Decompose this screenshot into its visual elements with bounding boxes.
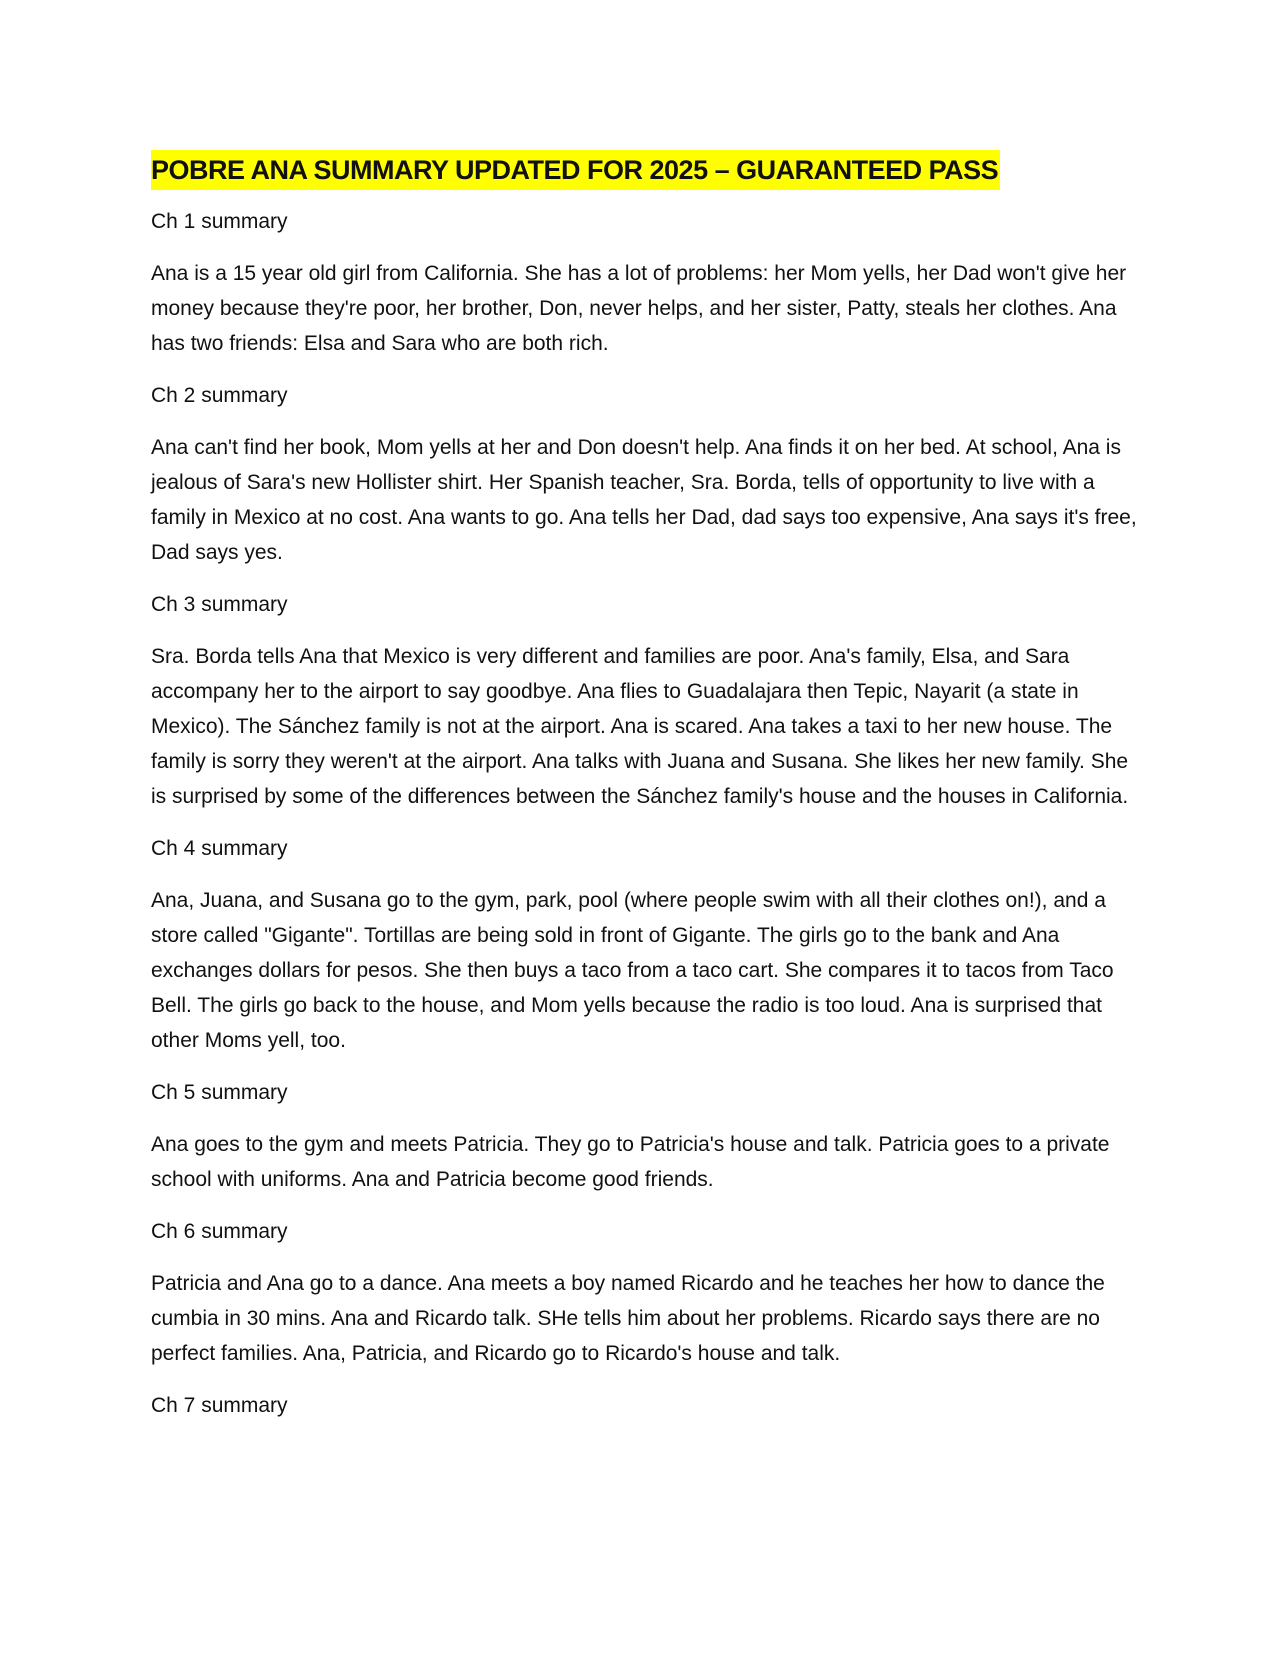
section-text: Ana is a 15 year old girl from California. She has a lot of problems: her Mom yells, her Dad won't give her money because they're poor, her brother, Don, never helps, and her sister, Patty, steals her clothes. Ana has two friends: Elsa and Sara who are both rich. [151,262,1127,355]
section-ch3 [151,587,1141,814]
section-heading: Ch 6 summary [151,1220,288,1243]
section-ch6 [151,1214,1141,1371]
section-heading: Ch 7 summary [151,1394,288,1417]
section-text: Patricia and Ana go to a dance. Ana meets a boy named Ricardo and he teaches her how to dance the cumbia in 30 mins. Ana and Ricardo talk. SHe tells him about her problems. Ricardo says there are no perfect families. Ana, Patricia, and Ricardo go to Ricardo's house and talk. [151,1272,1105,1365]
section-text: Ana can't find her book, Mom yells at her and Don doesn't help. Ana finds it on her bed. At school, Ana is jealous of Sara's new Hollister shirt. Her Spanish teacher, Sra. Borda, tells of opportunity to live with a family in Mexico at no cost. Ana wants to go. Ana tells her Dad, dad says too expensive, Ana says it's free, Dad says yes. [151,436,1137,564]
section-ch1 [151,204,1141,361]
section-heading: Ch 1 summary [151,210,288,233]
section-heading: Ch 4 summary [151,837,288,860]
section-ch7 [151,1388,1141,1423]
section-heading: Ch 3 summary [151,593,288,616]
section-ch2 [151,378,1141,570]
section-text: Sra. Borda tells Ana that Mexico is very different and families are poor. Ana's family, Elsa, and Sara accompany her to the airport to say goodbye. Ana flies to Guadalajara then Tepic, Nayarit (a state in Mexico). The Sánchez family is not at the airport. Ana is scared. Ana takes a taxi to her new house. The family is sorry they weren't at the airport. Ana talks with Juana and Susana. She likes her new family. She is surprised by some of the differences between the Sánchez family's house and the houses in California. [151,645,1129,808]
section-text: Ana goes to the gym and meets Patricia. They go to Patricia's house and talk. Patricia goes to a private school with uniforms. Ana and Patricia become good friends. [151,1133,1110,1191]
document-body [151,150,1141,1440]
document-title: POBRE ANA SUMMARY UPDATED FOR 2025 – GUARANTEED PASS [151,150,1000,190]
section-ch5 [151,1075,1141,1197]
section-heading: Ch 5 summary [151,1081,288,1104]
section-heading: Ch 2 summary [151,384,288,407]
section-ch4 [151,831,1141,1058]
section-text: Ana, Juana, and Susana go to the gym, park, pool (where people swim with all their clothes on!), and a store called "Gigante". Tortillas are being sold in front of Gigante. The girls go to the bank and Ana exchanges dollars for pesos. She then buys a taco from a taco cart. She compares it to tacos from Taco Bell. The girls go back to the house, and Mom yells because the radio is too loud. Ana is surprised that other Moms yell, too. [151,889,1114,1052]
